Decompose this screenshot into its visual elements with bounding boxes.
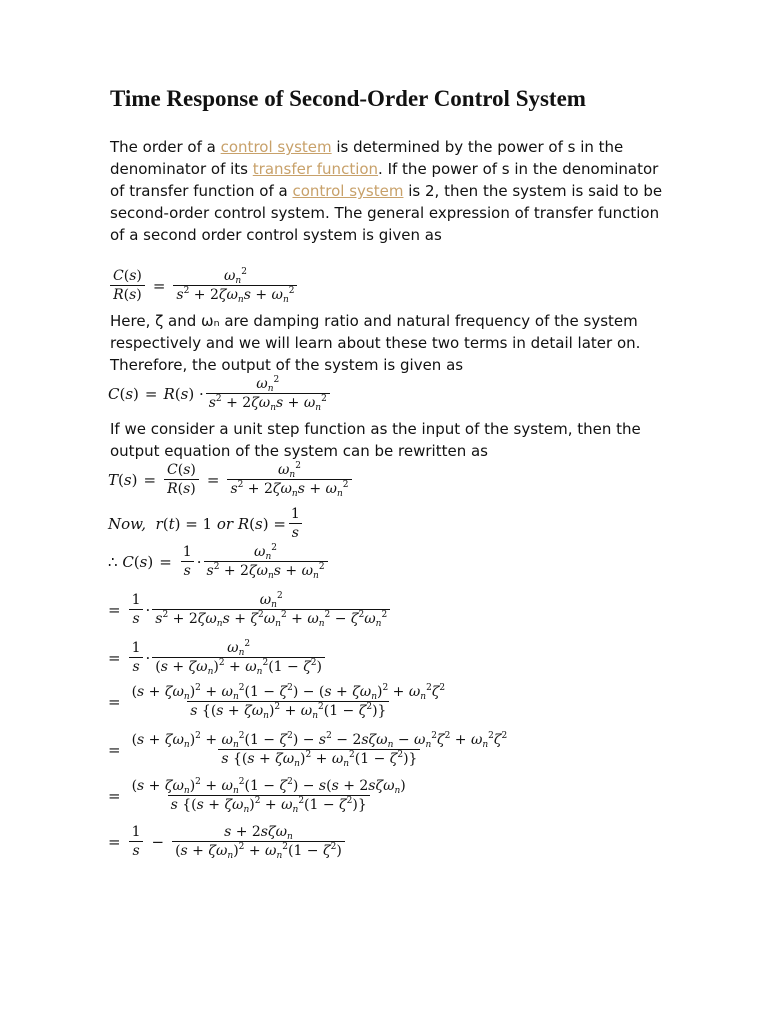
control-system-link-2[interactable]: control system: [292, 182, 404, 200]
unit-step-paragraph: If we consider a unit step function as the input of the system, then the output equation of the system can be rewritten as: [110, 420, 641, 460]
control-system-link-1[interactable]: control system: [220, 138, 332, 156]
equation-C-s-step: ∴ C(s) = $\frac{1}{s}$ · $\frac{\omega_n^2}{s^2 + 2\zeta\omega_ns + \omega_n^2}$: [108, 544, 330, 579]
transfer-function-link[interactable]: transfer function: [252, 160, 379, 178]
equation-step-input: Now, r(t) = 1 or R(s) = $\frac{1}{s}$: [108, 506, 305, 541]
intro-text-4: is 2, then the system is said to be second-order control system. The general expression of transfer function of a second order control system is given as: [110, 182, 663, 244]
intro-paragraph: [110, 136, 670, 246]
equation-step-3: = $\frac{1}{s}$ · $\frac{\omega_n^2}{(s + \zeta\omega_n)^2 + \omega_n^2(1 - \zeta^2)}$: [108, 640, 327, 675]
damping-paragraph: Here, ζ and ωₙ are damping ratio and natural frequency of the system respectively and we will learn about these two terms in detail later on. Therefore, the output of the system is given as: [110, 312, 641, 374]
equation-step-6: = $\frac{(s + \zeta\omega_n)^2 + \omega_n^2(1 - \zeta^2) - s(s + 2s\zeta\omega_n)}{s \{(s + \zeta\omega_n)^2 + \omega_n^2(1 - \zeta^2)\}}$: [108, 777, 406, 815]
equation-T-s: T(s) = $\frac{C(s)}{R(s)}$ = $\frac{\omega_n^2}{s^2 + 2\zeta\omega_ns + \omega_n^2}$: [108, 462, 354, 497]
equation-step-7: = $\frac{1}{s}$ − $\frac{s + 2s\zeta\omega_n}{(s + \zeta\omega_n)^2 + \omega_n^2(1 - \zeta^2)}$: [108, 824, 347, 859]
intro-text-3: . If the power of s in the denominator of transfer function of a: [110, 160, 659, 200]
equation-output: C(s) = R(s) · $\frac{\omega_n^2}{s^2 + 2\zeta\omega_ns + \omega_n^2}$: [108, 376, 332, 411]
intro-text-2: is determined by the power of s in the denominator of its: [110, 138, 624, 178]
equation-step-5: = $\frac{(s + \zeta\omega_n)^2 + \omega_n^2(1 - \zeta^2) - s^2 - 2s\zeta\omega_n - \omega_n^2\zeta^2 + \omega_n^2\zeta^2}{s \{(s + \zeta\omega_n)^2 + \omega_n^2(1 - \zeta^2)\}}$: [108, 731, 508, 769]
equation-step-2: = $\frac{1}{s}$ · $\frac{\omega_n^2}{s^2 + 2\zeta\omega_ns + \zeta^2\omega_n^2 + \omega_n^2 - \zeta^2\omega_n^2}$: [108, 592, 392, 627]
page-title: Time Response of Second-Order Control System: [110, 86, 586, 111]
equation-step-4: = $\frac{(s + \zeta\omega_n)^2 + \omega_n^2(1 - \zeta^2) - (s + \zeta\omega_n)^2 + \omega_n^2\zeta^2}{s \{(s + \zeta\omega_n)^2 + \omega_n^2(1 - \zeta^2)\}}$: [108, 683, 446, 721]
intro-text-1: The order of a: [110, 138, 221, 156]
equation-transfer-function: $\frac{C(s)}{R(s)}$ = $\frac{\omega_n^2}{s^2 + 2\zeta\omega_ns + \omega_n^2}$: [108, 268, 299, 303]
